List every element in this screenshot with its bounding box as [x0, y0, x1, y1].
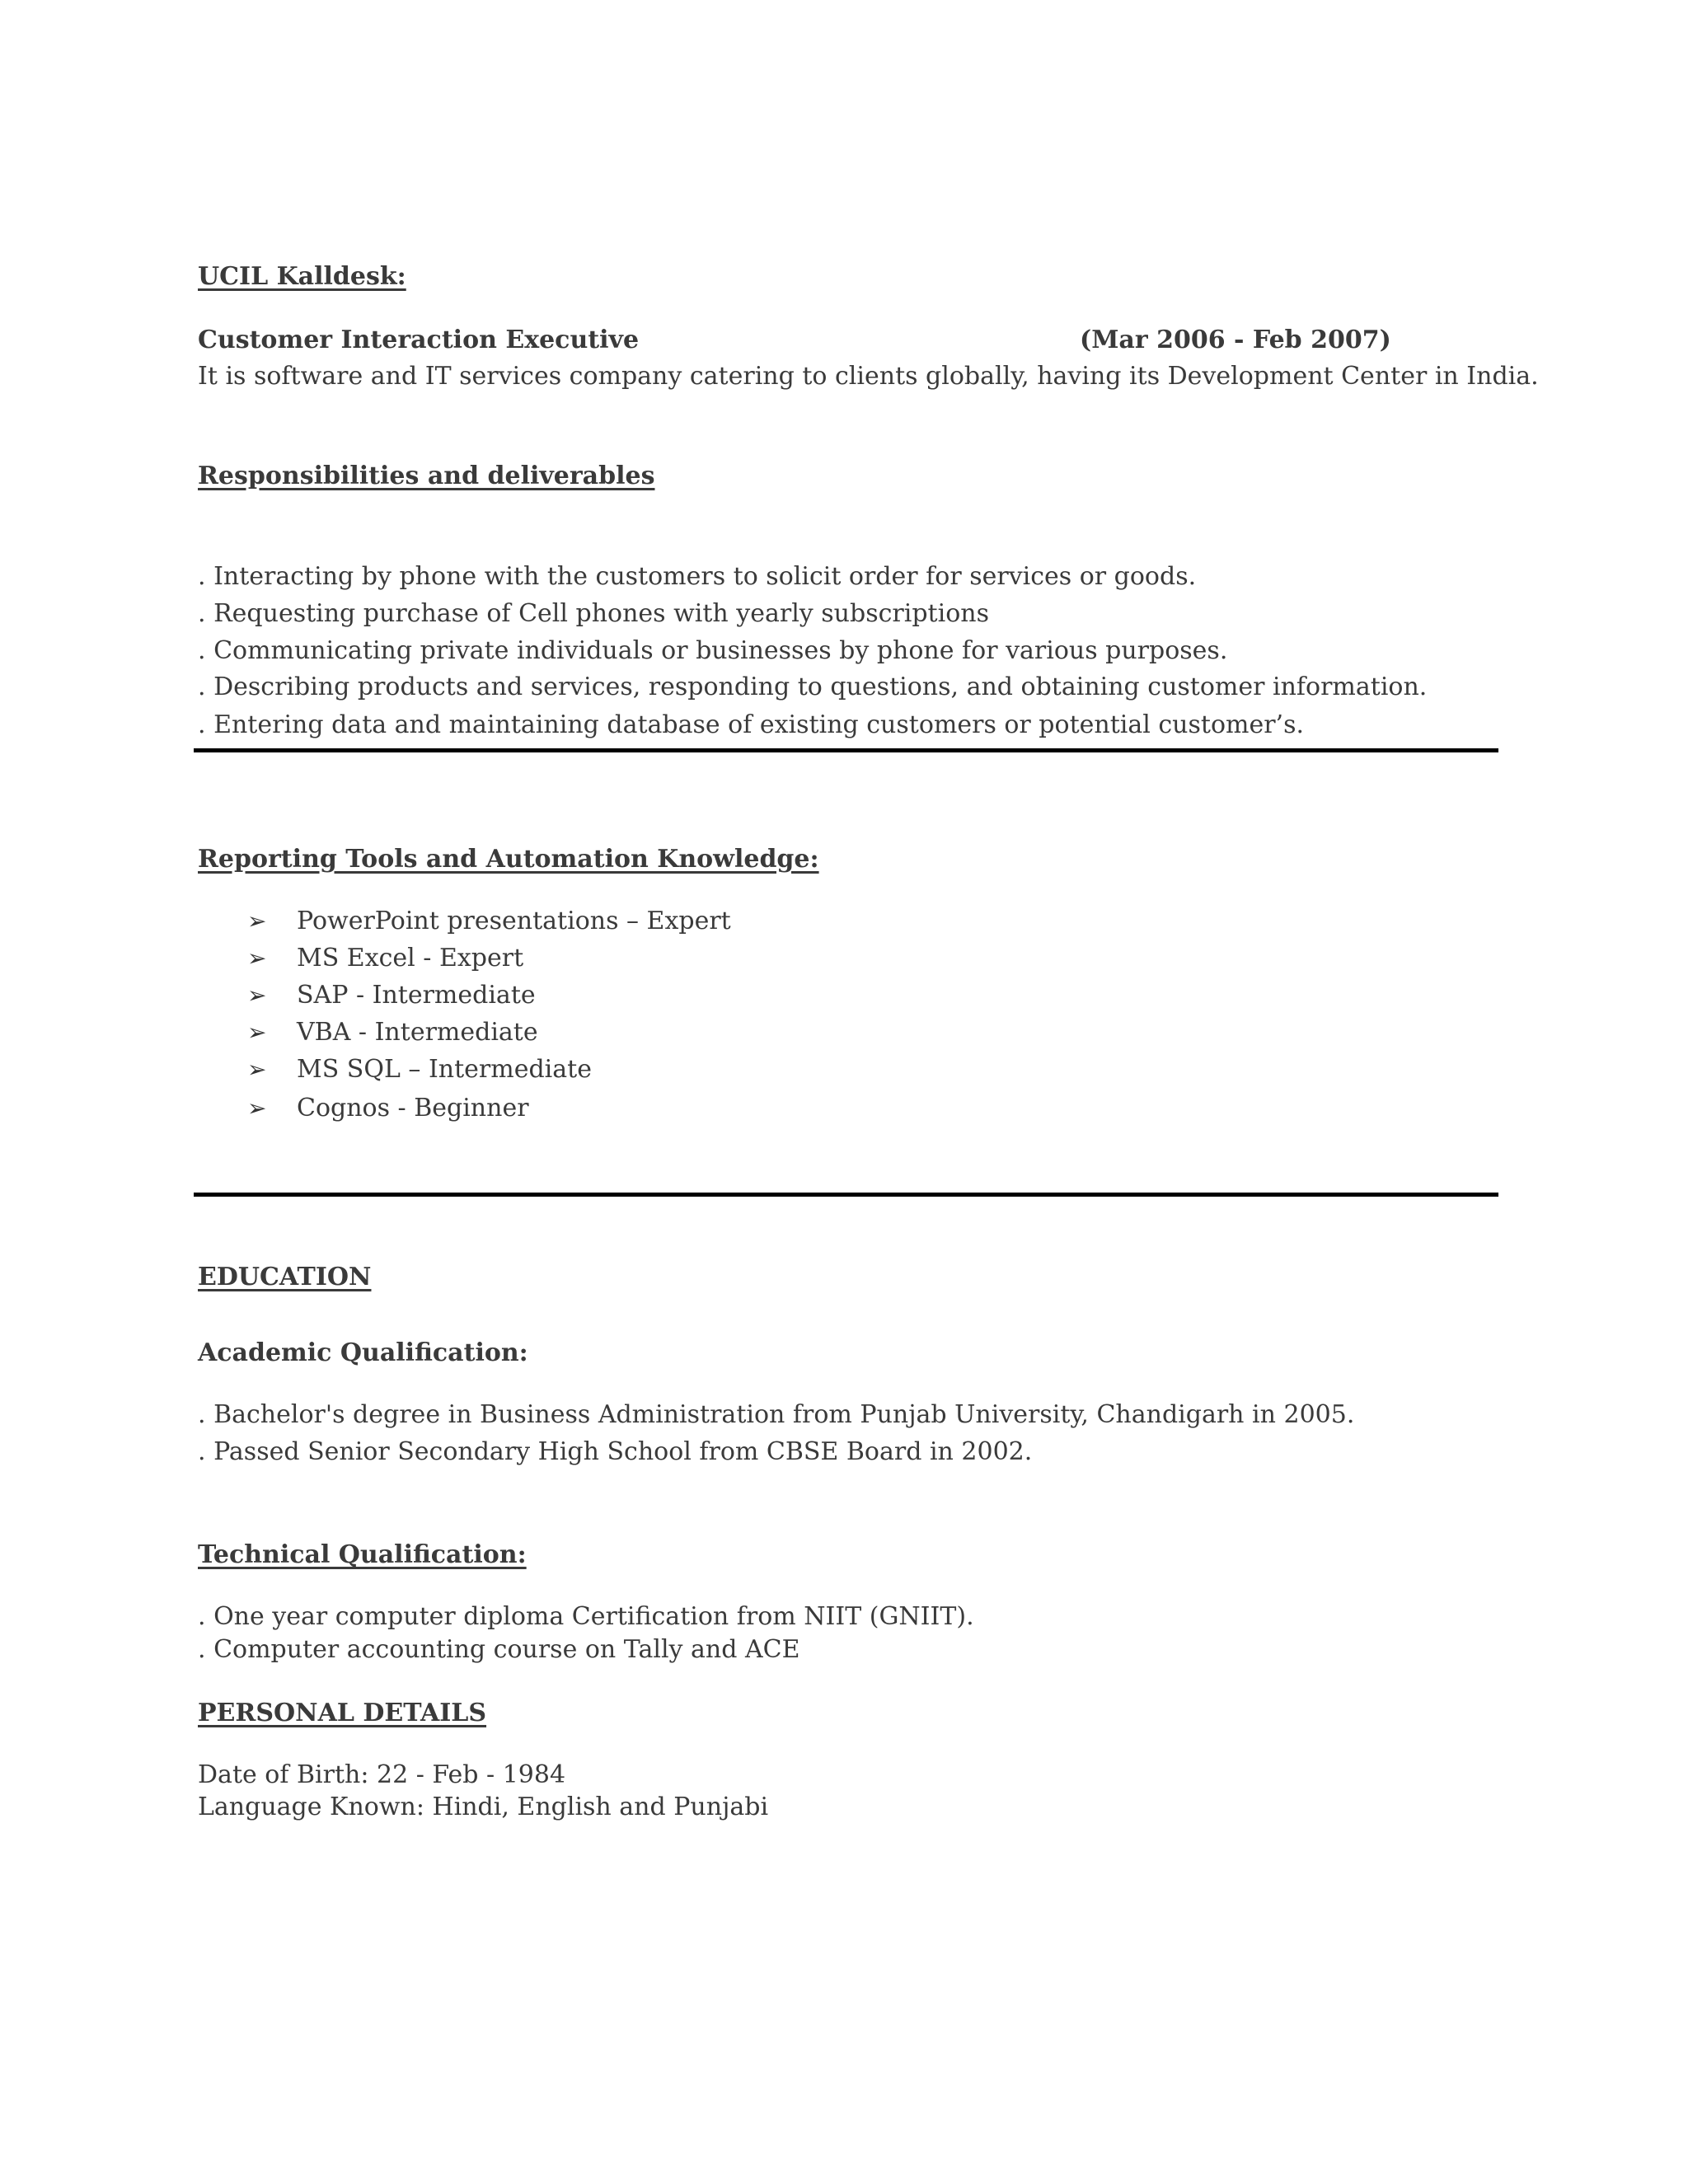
responsibilities-heading: Responsibilities and deliverables	[198, 462, 655, 490]
technical-item: . One year computer diploma Certification from NIIT (GNIIT).	[198, 1602, 974, 1631]
arrow-bullet-icon: ➢	[247, 1056, 267, 1083]
tool-label: SAP - Intermediate	[297, 981, 536, 1010]
responsibility-item: . Requesting purchase of Cell phones with yearly subscriptions	[198, 599, 989, 628]
responsibility-item: . Interacting by phone with the customers to solicit order for services or goods.	[198, 562, 1197, 591]
tool-label: Cognos - Beginner	[297, 1094, 529, 1122]
date-of-birth: Date of Birth: 22 - Feb - 1984	[198, 1760, 566, 1789]
job-description: It is software and IT services company catering to clients globally, having its Development Center in India.	[198, 362, 1539, 391]
tool-label: MS SQL – Intermediate	[297, 1055, 592, 1084]
arrow-bullet-icon: ➢	[247, 907, 267, 935]
personal-heading: PERSONAL DETAILS	[198, 1699, 487, 1727]
tool-label: MS Excel - Expert	[297, 944, 524, 972]
technical-item: . Computer accounting course on Tally and ACE	[198, 1635, 800, 1664]
academic-item: . Passed Senior Secondary High School from CBSE Board in 2002.	[198, 1437, 1033, 1466]
academic-item: . Bachelor's degree in Business Administration from Punjab University, Chandigarh in 2005.	[198, 1400, 1355, 1429]
arrow-bullet-icon: ➢	[247, 1094, 267, 1122]
section-divider	[194, 1193, 1498, 1197]
tool-label: VBA - Intermediate	[297, 1018, 538, 1047]
section-divider	[194, 748, 1498, 752]
arrow-bullet-icon: ➢	[247, 1019, 267, 1046]
arrow-bullet-icon: ➢	[247, 944, 267, 972]
tool-label: PowerPoint presentations – Expert	[297, 907, 731, 935]
job-title: Customer Interaction Executive	[198, 326, 640, 354]
responsibility-item: . Describing products and services, responding to questions, and obtaining customer information.	[198, 673, 1428, 701]
education-heading: EDUCATION	[198, 1263, 372, 1291]
arrow-bullet-icon: ➢	[247, 982, 267, 1009]
responsibility-item: . Communicating private individuals or businesses by phone for various purposes.	[198, 636, 1228, 665]
academic-heading: Academic Qualification:	[198, 1338, 528, 1367]
tools-heading: Reporting Tools and Automation Knowledge:	[198, 845, 819, 874]
responsibility-item: . Entering data and maintaining database of existing customers or potential customer’s.	[198, 710, 1305, 739]
languages-known: Language Known: Hindi, English and Punjabi	[198, 1793, 769, 1821]
job-dates: (Mar 2006 - Feb 2007)	[1080, 326, 1391, 354]
technical-heading: Technical Qualification:	[198, 1540, 527, 1569]
company-name: UCIL Kalldesk:	[198, 262, 406, 291]
